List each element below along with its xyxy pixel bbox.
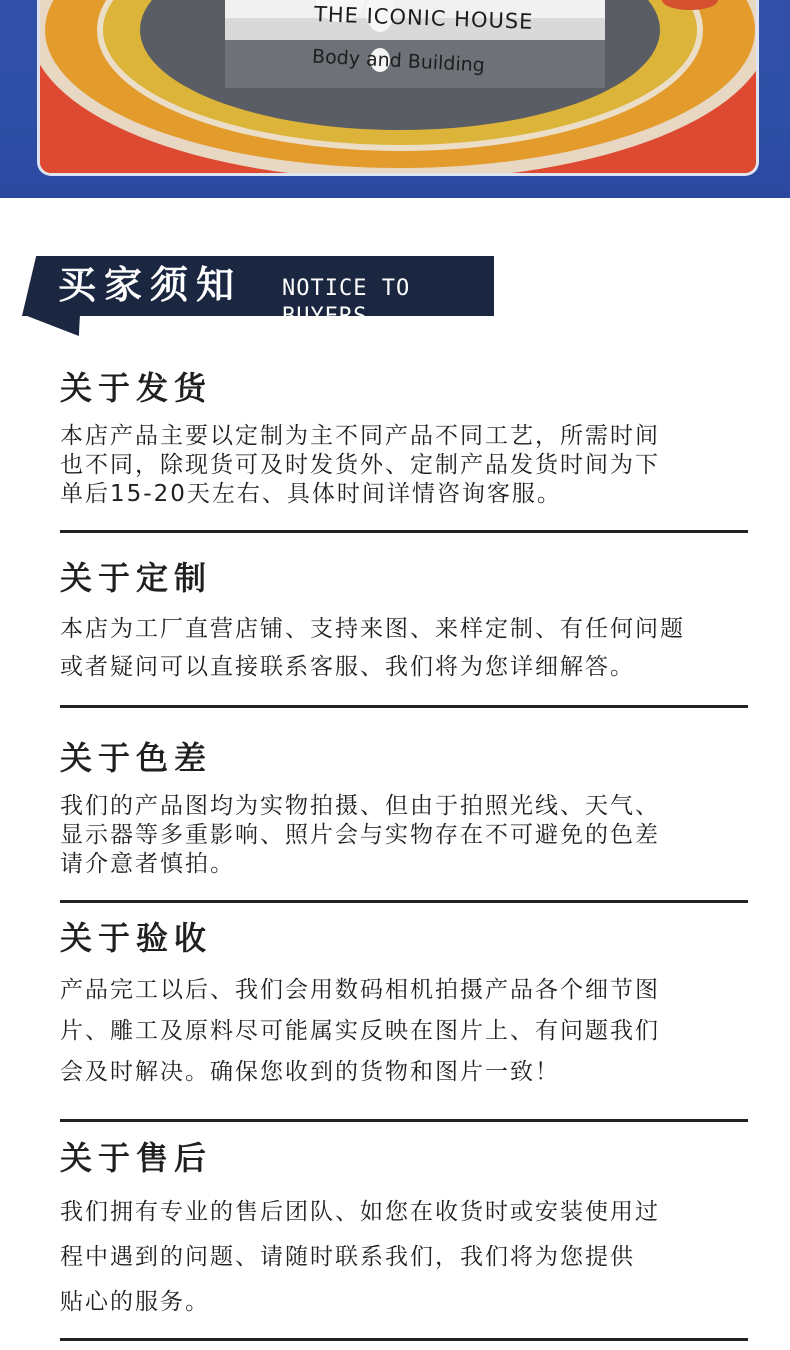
section-body [60, 970, 760, 1093]
banner [0, 0, 790, 198]
body-line: 我们拥有专业的售后团队、如您在收货时或安装使用过 [60, 1199, 660, 1225]
section-body [60, 792, 760, 879]
body-line: 显示器等多重影响、照片会与实物存在不可避免的色差 [60, 822, 660, 848]
body-line: 片、雕工及原料尽可能属实反映在图片上、有问题我们 [60, 1018, 660, 1044]
section-title: 关于色差 [60, 739, 213, 777]
body-line: 贴心的服务。 [60, 1289, 210, 1315]
body-line: 程中遇到的问题、请随时联系我们，我们将为您提供 [60, 1244, 635, 1270]
section-body [60, 422, 760, 509]
section-divider [60, 900, 748, 903]
notice-header [22, 256, 494, 329]
section-title: 关于售后 [60, 1139, 213, 1177]
section-divider [60, 705, 748, 708]
section-divider [60, 1119, 748, 1122]
body-line: 本店产品主要以定制为主不同产品不同工艺，所需时间 [60, 423, 660, 449]
section-body [60, 1190, 760, 1325]
body-line: 本店为工厂直营店铺、支持来图、来样定制、有任何问题 [60, 616, 685, 642]
section-title: 关于定制 [60, 559, 213, 597]
section-title: 关于发货 [60, 369, 213, 407]
section-body [60, 610, 760, 686]
notice-title: 买家须知 [58, 262, 243, 307]
notice-tail [22, 314, 80, 336]
section-divider [60, 1338, 748, 1341]
body-line: 单后15-20天左右、具体时间详情咨询客服。 [60, 481, 562, 507]
body-line: 请介意者慎拍。 [60, 851, 235, 877]
notice-subtitle: NOTICE TO BUYERS [282, 276, 411, 329]
section-title: 关于验收 [60, 919, 213, 957]
body-line: 或者疑问可以直接联系客服、我们将为您详细解答。 [60, 654, 635, 680]
sign-text-line2: Body and Building [311, 45, 486, 77]
body-line: 产品完工以后、我们会用数码相机拍摄产品各个细节图 [60, 977, 660, 1003]
product-photo [37, 0, 759, 176]
body-line: 我们的产品图均为实物拍摄、但由于拍照光线、天气、 [60, 793, 660, 819]
body-line: 也不同，除现货可及时发货外、定制产品发货时间为下 [60, 452, 660, 478]
body-line: 会及时解决。确保您收到的货物和图片一致！ [60, 1059, 560, 1085]
sign-text-line1: THE ICONIC HOUSE [313, 2, 534, 34]
section-divider [60, 530, 748, 533]
